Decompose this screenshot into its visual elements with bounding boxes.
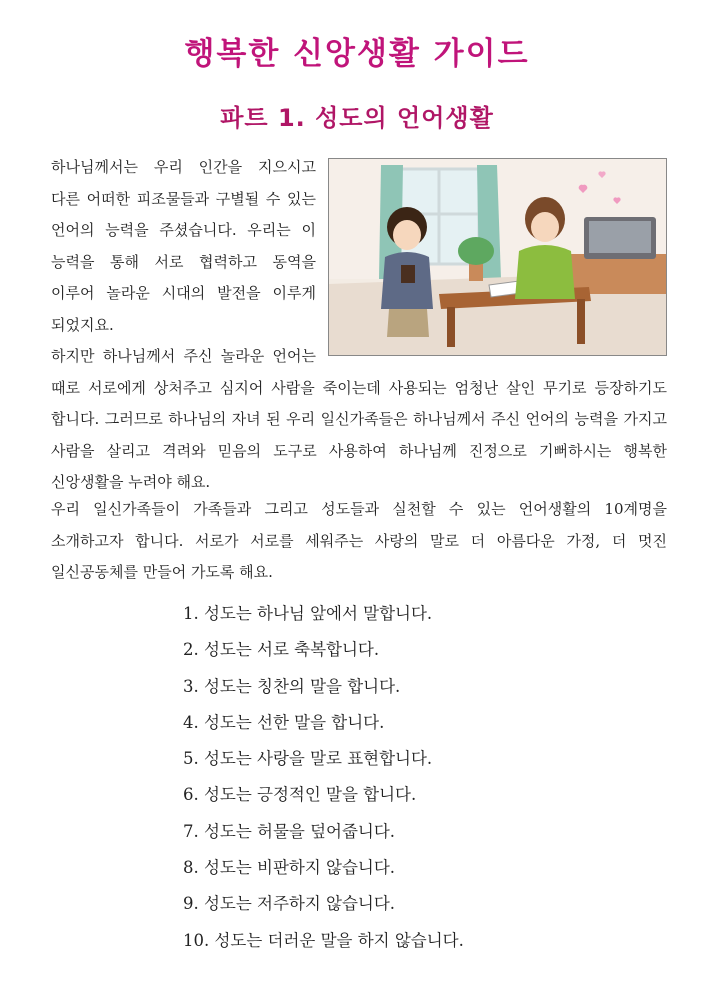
two-women-reading-bible-illustration xyxy=(328,158,667,356)
rule-item-2: 2. 성도는 서로 축복합니다. xyxy=(183,640,380,660)
section-subtitle: 파트 1. 성도의 언어생활 xyxy=(220,104,494,132)
page-title: 행복한 신앙생활 가이드 xyxy=(184,36,530,72)
rule-item-8: 8. 성도는 비판하지 않습니다. xyxy=(183,858,396,878)
intro-paragraph-3: 우리 일신가족들이 가족들과 그리고 성도들과 실천할 수 있는 언어생활의 10계명을 소개하고자 합니다. 서로가 서로를 세워주는 사랑의 말로 더 아름다운 가정, 더 멋진 일신공동체를 만들어 가도록 해요. xyxy=(51,500,667,581)
rule-item-1: 1. 성도는 하나님 앞에서 말합니다. xyxy=(183,604,433,623)
ten-commandments-list xyxy=(183,596,603,959)
rule-item-10: 10. 성도는 더러운 말을 하지 않습니다. xyxy=(183,930,464,950)
rule-item-4: 4. 성도는 선한 말을 합니다. xyxy=(183,712,385,732)
rule-item-7: 7. 성도는 허물을 덮어줍니다. xyxy=(183,821,396,841)
intro-paragraph-2: 하지만 하나님께서 주신 놀라운 언어는 때로 서로에게 상처주고 심지어 사람을 죽이는데 사용되는 엄청난 살인 무기로 등장하기도 합니다. 그러므로 하나님의 자녀 된 우리 일신가족들은 하나님께서 주신 언어의 능력을 가지고 사람을 살리고 격려와 믿음의 도구로 사용하여 하나님께 진정으로 기뻐하시는 행복한 신앙생활을 누려야 해요. xyxy=(51,347,667,491)
rule-item-5: 5. 성도는 사랑을 말로 표현합니다. xyxy=(183,749,433,769)
intro-paragraph-1: 하나님께서는 우리 인간을 지으시고 다른 어떠한 피조물들과 구별될 수 있는 언어의 능력을 주셨습니다. 우리는 이 능력을 통해 서로 협력하고 동역을 이루어 놀라운 시대의 발전을 이루게 되었지요. xyxy=(51,158,316,334)
rule-item-3: 3. 성도는 칭찬의 말을 합니다. xyxy=(183,676,401,696)
rule-item-9: 9. 성도는 저주하지 않습니다. xyxy=(183,894,396,914)
intro-section xyxy=(51,152,667,499)
rule-item-6: 6. 성도는 긍정적인 말을 합니다. xyxy=(183,785,417,805)
